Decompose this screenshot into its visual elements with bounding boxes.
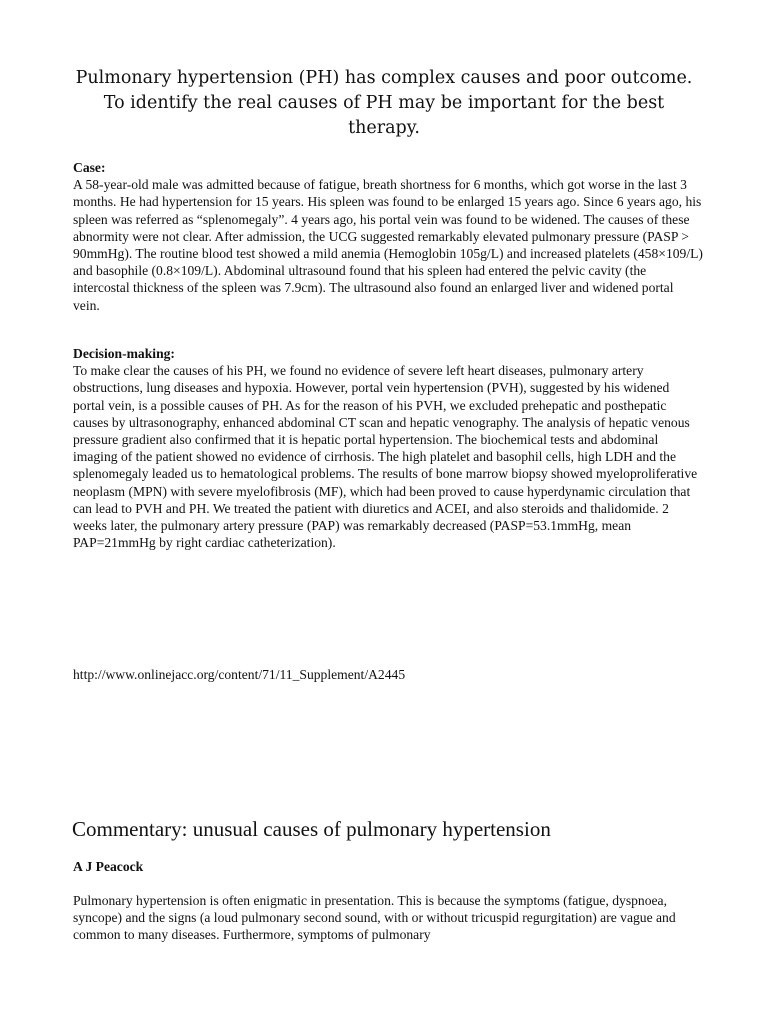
case-heading: Case: [73, 160, 106, 175]
decision-making-heading: Decision-making: [73, 346, 175, 361]
commentary-body: Pulmonary hypertension is often enigmatic in presentation. This is because the symptoms (fatigue, dyspnoea, syncope) and the signs (a loud pulmonary second sound, with or without tricuspid regurgitation) are vague and common to many diseases. Furthermore, symptoms of pulmonary [73, 893, 676, 943]
commentary-title: Commentary: unusual causes of pulmonary hypertension [72, 817, 551, 841]
intro-statement: Pulmonary hypertension (PH) has complex causes and poor outcome. To identify the real causes of PH may be important for the best therapy. [75, 68, 693, 138]
case-text: A 58-year-old male was admitted because of fatigue, breath shortness for 6 months, which got worse in the last 3 months. He had hypertension for 15 years. His spleen was found to be enlarged 15 years ago. Since 6 years ago, his spleen was referred as “splenomegaly”. 4 years ago, his portal vein was found to be widened. The causes of these abnormity were not clear. After admission, the UCG suggested remarkably elevated pulmonary pressure (PASP > 90mmHg). The routine blood test showed a mild anemia (Hemoglobin 105g/L) and increased platelets (458×109/L) and basophile (0.8×109/L). Abdominal ultrasound found that his spleen had entered the pelvic cavity (the intercostal thickness of the spleen was 7.9cm). The ultrasound also found an enlarged liver and widened portal vein. [73, 177, 703, 313]
commentary-author: A J Peacock [73, 859, 144, 874]
case-section [73, 159, 703, 314]
decision-making-section [73, 345, 703, 551]
decision-making-text: To make clear the causes of his PH, we found no evidence of severe left heart diseases, pulmonary artery obstructions, lung diseases and hypoxia. However, portal vein hypertension (PVH), suggested by his widened portal vein, is a possible causes of PH. As for the reason of his PVH, we excluded prehepatic and posthepatic causes by ultrasonography, enhanced abdominal CT scan and hepatic venography. The analysis of hepatic venous pressure gradient also confirmed that it is hepatic portal hypertension. The biochemical tests and abdominal imaging of the patient showed no evidence of cirrhosis. The high platelet and basophil cells, high LDH and the splenomegaly leaded us to hematological problems. The results of bone marrow biopsy showed myeloproliferative neoplasm (MPN) with severe myelofibrosis (MF), which had been proved to cause hyperdynamic circulation that can lead to PVH and PH. We treated the patient with diuretics and ACEI, and also steroids and thalidomide. 2 weeks later, the pulmonary artery pressure (PAP) was remarkably decreased (PASP=53.1mmHg, mean PAP=21mmHg by right cardiac catheterization). [73, 363, 698, 551]
source-url: http://www.onlinejacc.org/content/71/11_Supplement/A2445 [73, 667, 406, 682]
